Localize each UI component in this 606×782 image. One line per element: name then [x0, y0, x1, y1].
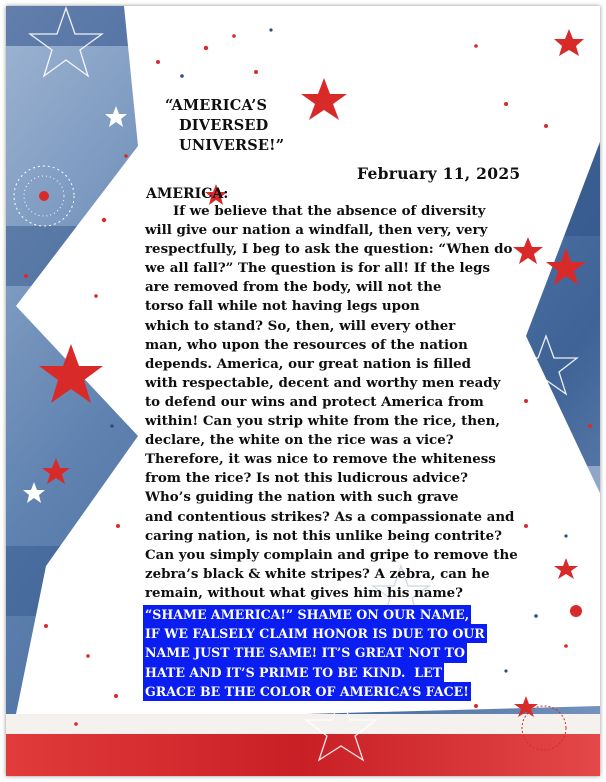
body-line: which to stand? So, then, will every other [145, 317, 456, 334]
body-line: If we believe that the absence of diversity [145, 203, 486, 219]
body-line: respectfully, I beg to ask the question: “When do [145, 241, 513, 258]
highlight-line: “SHAME AMERICA!” SHAME ON OUR NAME, [143, 605, 471, 624]
body-line: and contentious strikes? As a compassionate and [145, 508, 515, 525]
letter-body [145, 202, 518, 603]
letter-page [6, 6, 600, 776]
highlight-line: NAME JUST THE SAME! IT’S GREAT NOT TO [143, 643, 467, 662]
body-line: from the rice? Is not this ludicrous advice? [145, 470, 468, 487]
body-line: zebra’s black & white stripes? A zebra, can he [145, 565, 490, 582]
body-line: remain, without what gives him his name? [145, 584, 463, 601]
body-line: depends. America, our great nation is filled [145, 355, 472, 372]
body-line: we all fall?” The question is for all! If the legs [145, 260, 491, 277]
body-line: within! Can you strip white from the rice, then, [145, 413, 501, 430]
body-line: Can you simply complain and gripe to remove the [145, 546, 518, 563]
letter-title [165, 96, 284, 156]
body-line: man, who upon the resources of the nation [145, 336, 468, 353]
title-line: DIVERSED [179, 117, 269, 134]
body-line: Who’s guiding the nation with such grave [145, 489, 459, 506]
letter-date: February 11, 2025 [357, 164, 521, 183]
highlight-line: GRACE BE THE COLOR OF AMERICA’S FACE! [143, 682, 471, 701]
highlight-line: IF WE FALSELY CLAIM HONOR IS DUE TO OUR [143, 624, 487, 643]
body-line: Therefore, it was nice to remove the whiteness [145, 451, 496, 468]
title-line: UNIVERSE!” [179, 137, 285, 154]
highlighted-closing-passage [143, 605, 487, 701]
body-line: torso fall while not having legs upon [145, 298, 420, 315]
body-line: with respectable, decent and worthy men ready [145, 374, 501, 391]
title-line: “AMERICA’S [165, 97, 268, 114]
body-line: will give our nation a windfall, then very, very [145, 222, 488, 239]
body-line: are removed from the body, will not the [145, 279, 442, 296]
body-line: caring nation, is not this unlike being contrite? [145, 527, 502, 544]
salutation: AMERICA: [146, 186, 229, 202]
highlight-line: HATE AND IT’S PRIME TO BE KIND. LET [143, 663, 444, 682]
body-line: declare, the white on the rice was a vice? [145, 432, 454, 449]
body-line: to defend our wins and protect America from [145, 393, 484, 410]
